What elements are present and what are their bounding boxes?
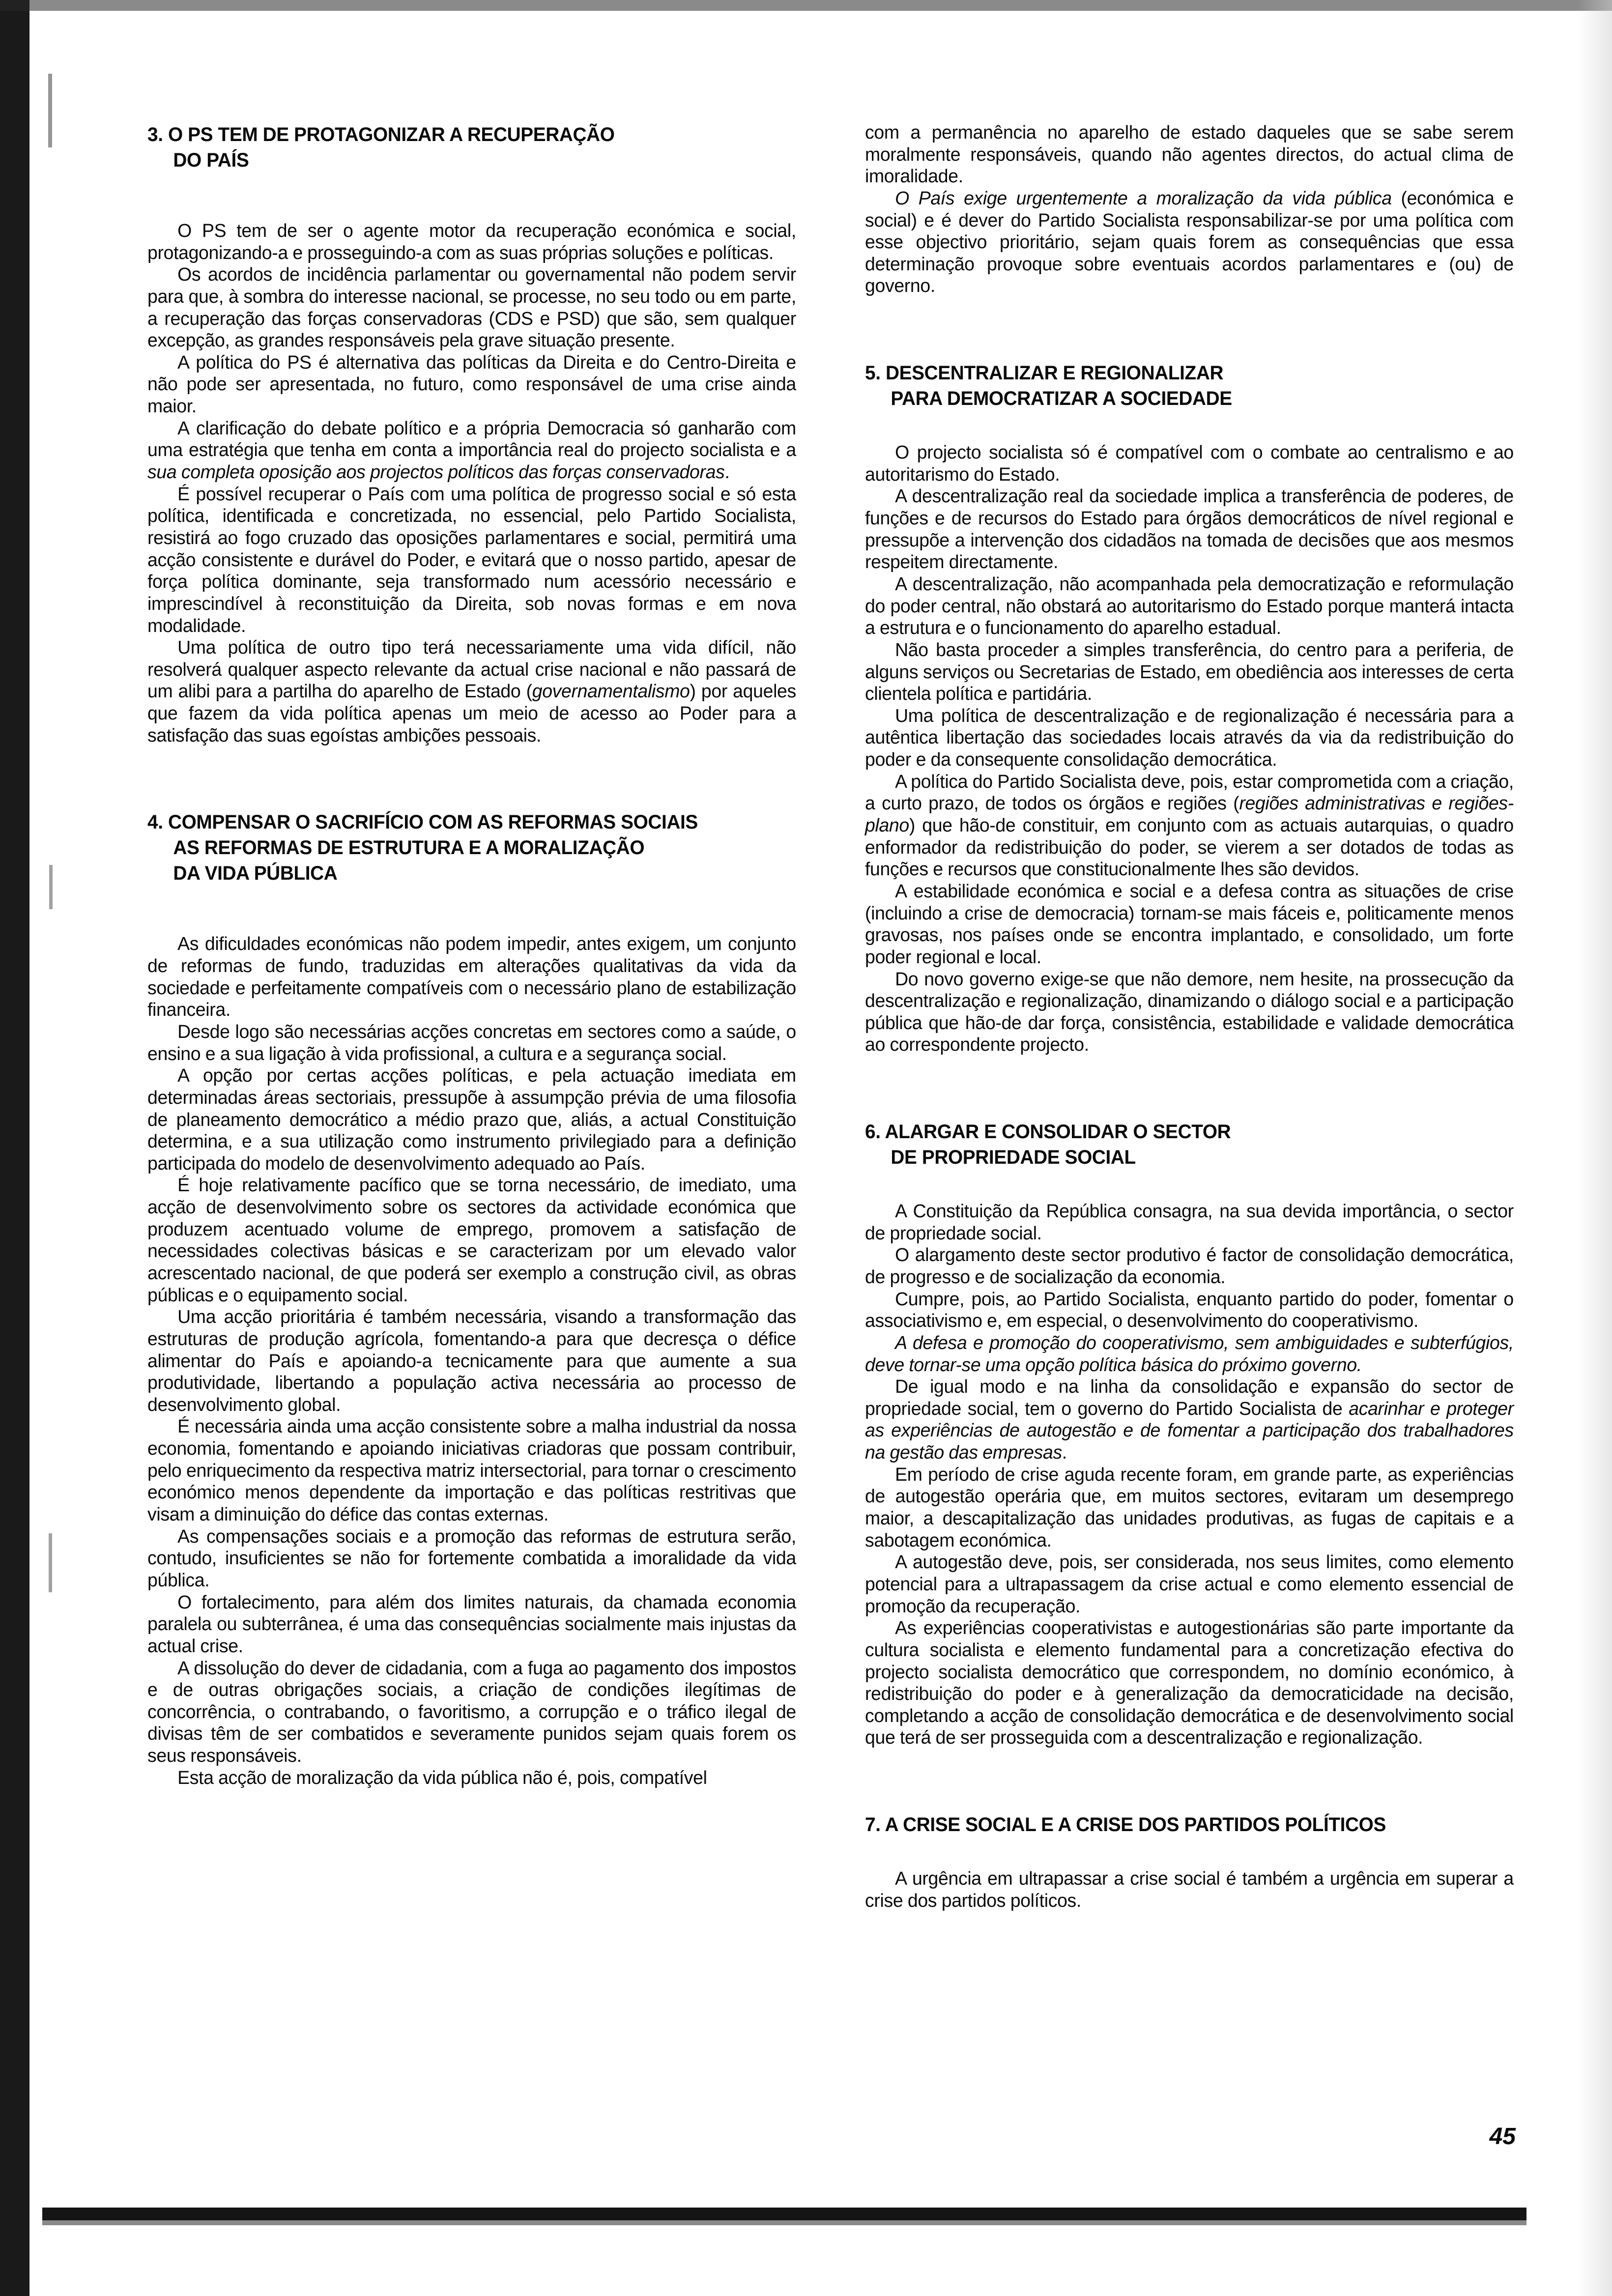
- paragraph-politica-ps: [865, 771, 1514, 881]
- section-3-heading: [147, 122, 786, 173]
- section-4-title-line2: AS REFORMAS DE ESTRUTURA E A MORALIZAÇÃO: [173, 837, 645, 859]
- section-3-title-line2: DO PAÍS: [173, 149, 249, 171]
- paragraph: É possível recuperar o País com uma política de progresso social e só esta política, identificada e concretizada, no essencial, pelo Partido Socialista, resistirá ao fogo cruzado das oposições parlamentares e social, permitirá uma acção consistente e durável do Poder, e evitará que o nosso partido, apesar de força política dominante, seja transformado num acessório necessário e imprescindível à reconstituição da Direita, sob novas formas e em nova modalidade.: [147, 484, 796, 636]
- text-lead: A clarificação do debate político e a própria Democracia só ganharão com uma estratégia que tenha em conta a importância real do projecto socialista e a: [147, 418, 796, 461]
- section-5-heading: [865, 360, 1504, 411]
- right-column: [865, 122, 1524, 1912]
- section-5-title-line2: PARA DEMOCRATIZAR A SOCIEDADE: [891, 388, 1232, 410]
- section-7-heading: [865, 1812, 1504, 1837]
- paragraph-last-left: Esta acção de moralização da vida pública não é, pois, compatível: [177, 1767, 707, 1788]
- text-lead: De igual modo e na linha da consolidação e expansão do sector de propriedade social, tem o governo do Partido Socialista de: [865, 1377, 1514, 1419]
- text-italic: A defesa e promoção do cooperativismo, sem ambiguidades e subterfúgios, deve tornar-se uma opção política básica do próximo governo.: [865, 1332, 1514, 1376]
- paragraph-de-igual-modo: [865, 1376, 1514, 1464]
- text-italic: governamentalismo: [532, 681, 690, 702]
- paragraph: O fortalecimento, para além dos limites naturais, da chamada economia paralela ou subterrânea, é uma das consequências socialmente mais injustas da actual crise.: [147, 1592, 796, 1657]
- scan-bottom-rule: [42, 2208, 1526, 2220]
- scan-left-edge-band: [0, 0, 29, 2296]
- page-number: 45: [1489, 2124, 1516, 2150]
- section-6-title-line2: DE PROPRIEDADE SOCIAL: [891, 1147, 1136, 1169]
- scan-bottom-rule-soft: [42, 2220, 1526, 2225]
- paragraph: A urgência em ultrapassar a crise social é também a urgência em superar a crise dos partidos políticos.: [865, 1868, 1514, 1911]
- text-lead: A política do Partido Socialista deve, pois, estar comprometida com a criação, a curto prazo, de todos os órgãos e regiões (: [865, 771, 1514, 814]
- paragraph: A Constituição da República consagra, na sua devida importância, o sector de propriedade social.: [865, 1201, 1514, 1244]
- text-lead: Uma política de outro tipo terá necessariamente uma vida difícil, não resolverá qualquer aspecto relevante da actual crise nacional e não passará de um alibi para a partilha do aparelho de Estado (: [147, 637, 796, 702]
- section-4-title-line1: 4. COMPENSAR O SACRIFÍCIO COM AS REFORMAS SOCIAIS: [147, 811, 698, 833]
- scan-artifact-mark: [49, 1533, 52, 1592]
- paragraph: É necessária ainda uma acção consistente sobre a malha industrial da nossa economia, fomentando e apoiando iniciativas criadoras que possam contribuir, pelo enriquecimento da respectiva matriz intersectorial, para tornar o crescimento económico menos dependente da importação e das políticas restritivas que visam a diminuição do défice das contas externas.: [147, 1416, 796, 1525]
- text-italic: sua completa oposição aos projectos políticos das forças conservadoras: [147, 462, 725, 483]
- text-italic: regiões administrativas e regiões-plano: [865, 793, 1514, 836]
- paragraph: Em período de crise aguda recente foram, em grande parte, as experiências de autogestão operária que, em muitos sectores, evitaram um desemprego maior, a descapitalização das unidades produtivas, as fugas de capitais e a sabotagem económica.: [865, 1464, 1514, 1551]
- paragraph: Uma acção prioritária é também necessária, visando a transformação das estruturas de produção agrícola, fomentando-a para que decresça o défice alimentar do País e apoiando-a tecnicamente para que aumente a sua produtividade, libertando a população activa necessária ao processo de desenvolvimento global.: [147, 1307, 796, 1415]
- two-column-body: [147, 122, 1524, 1912]
- paragraph: A descentralização, não acompanhada pela democratização e reformulação do poder central, não obstará ao autoritarismo do Estado porque manterá intacta a estrutura e o funcionamento do aparelho estadual.: [865, 574, 1514, 639]
- paragraph: A estabilidade económica e social e a defesa contra as situações de crise (incluindo a crise de democracia) tornam-se mais fáceis e, politicamente menos gravosas, nos países onde se encontra implantado, e consolidado, um forte poder regional e local.: [865, 881, 1514, 968]
- paragraph-clarificacao: [147, 418, 796, 484]
- text-tail: ) por aqueles que fazem da vida política apenas um meio de acesso ao Poder para a satisfação das suas egoístas ambições pessoais.: [147, 681, 796, 746]
- paragraph: Do novo governo exige-se que não demore, nem hesite, na prossecução da descentralização e regionalização, dinamizando o diálogo social e a participação pública que hão-de dar força, consistência, estabilidade e validade democrática ao correspondente projecto.: [865, 969, 1514, 1056]
- section-4-heading: [147, 809, 786, 886]
- scan-top-edge-band: [0, 0, 1612, 11]
- paragraph: A opção por certas acções políticas, e pela actuação imediata em determinadas áreas sectoriais, pressupõe à assumpção prévia de uma filosofia de planeamento democrático a médio prazo que, aliás, a actual Constituição determina, e a sua utilização como instrumento privilegiado para a definição participada do modelo de desenvolvimento adequado ao País.: [147, 1065, 796, 1174]
- section-5-title-line1: 5. DESCENTRALIZAR E REGIONALIZAR: [865, 362, 1224, 384]
- paragraph: A autogestão deve, pois, ser considerada, nos seus limites, como elemento potencial para a ultrapassagem da crise actual e como elemento essencial de promoção da recuperação.: [865, 1552, 1514, 1617]
- paragraph: Uma política de descentralização e de regionalização é necessária para a autêntica libertação das sociedades locais através da via da redistribuição do poder e da consequente consolidação democrática.: [865, 705, 1514, 771]
- paragraph: É hoje relativamente pacífico que se torna necessário, de imediato, uma acção de desenvolvimento sobre os sectores da actividade económica que produzem acentuado volume de emprego, promovem a satisfação de necessidades colectivas básicas e se caracterizam por um elevado valor acrescentado nacional, de que poderá ser exemplo a construção civil, as obras públicas e o equipamento social.: [147, 1175, 796, 1306]
- paragraph: Cumpre, pois, ao Partido Socialista, enquanto partido do poder, fomentar o associativismo e, em especial, o desenvolvimento do cooperativismo.: [865, 1289, 1514, 1332]
- paragraph-continuation: com a permanência no aparelho de estado daqueles que se sabe serem moralmente responsáveis, quando não agentes directos, do actual clima de imoralidade.: [865, 122, 1514, 187]
- paragraph: A política do PS é alternativa das políticas da Direita e do Centro-Direita e não pode ser apresentada, no futuro, como responsável de uma crise ainda maior.: [147, 352, 796, 417]
- paragraph: A descentralização real da sociedade implica a transferência de poderes, de funções e de recursos do Estado para órgãos democráticos de nível regional e pressupõe a intervenção dos cidadãos na tomada de decisões que aos mesmos respeitem directamente.: [865, 486, 1514, 573]
- scan-left-inner-band: [29, 0, 42, 2241]
- scan-right-fade: [1578, 0, 1612, 2296]
- paragraph: As experiências cooperativistas e autogestionárias são parte importante da cultura socialista e elemento fundamental para a concretização efectiva do projecto socialista democrático que correspondem, no domínio económico, à redistribuição do poder e à generalização da democraticidade na decisão, completando a acção de consolidação democrática e de desenvolvimento social que terá de ser prosseguida com a descentralização e regionalização.: [865, 1618, 1514, 1749]
- section-6-title-line1: 6. ALARGAR E CONSOLIDAR O SECTOR: [865, 1121, 1231, 1143]
- scan-artifact-mark: [49, 865, 53, 909]
- paragraph: Não basta proceder a simples transferência, do centro para a periferia, de alguns serviços ou Secretarias de Estado, em obediência aos interesses de certa clientela política e partidária.: [865, 639, 1514, 705]
- paragraph-uma-politica: [147, 637, 796, 746]
- paragraph: Desde logo são necessárias acções concretas em sectores como a saúde, o ensino e a sua ligação à vida profissional, a cultura e a segurança social.: [147, 1021, 796, 1064]
- paragraph: O projecto socialista só é compatível com o combate ao centralismo e ao autoritarismo do Estado.: [865, 442, 1514, 485]
- paragraph-pais-exige: [865, 188, 1514, 297]
- left-column: [147, 122, 806, 1912]
- paragraph-defesa-cooperativismo: [865, 1332, 1514, 1376]
- text-italic: acarinhar e proteger as experiências de autogestão e de fomentar a participação dos trabalhadores na gestão das empresas: [865, 1398, 1514, 1464]
- paragraph: O alargamento deste sector produtivo é factor de consolidação democrática, de progresso e de socialização da economia.: [865, 1245, 1514, 1288]
- paragraph: As compensações sociais e a promoção das reformas de estrutura serão, contudo, insuficientes se não for fortemente combatida a imoralidade da vida pública.: [147, 1526, 796, 1591]
- text-italic: O País exige urgentemente a moralização da vida pública: [895, 188, 1392, 209]
- paragraph: Os acordos de incidência parlamentar ou governamental não podem servir para que, à sombra do interesse nacional, se processe, no seu todo ou em parte, a recuperação das forças conservadoras (CDS e PSD) que são, sem qualquer excepção, as grandes responsáveis pela grave situação presente.: [147, 264, 796, 351]
- text-tail: (económica e social) e é dever do Partido Socialista responsabilizar-se por uma política com esse objectivo prioritário, sejam quais forem as consequências que essa determinação provoque sobre eventuais acordos parlamentares e (ou) de governo.: [865, 188, 1514, 297]
- section-6-heading: [865, 1119, 1504, 1170]
- paragraph: O PS tem de ser o agente motor da recuperação económica e social, protagonizando-a e prosseguindo-a com as suas próprias soluções e políticas.: [147, 221, 796, 263]
- paragraph: A dissolução do dever de cidadania, com a fuga ao pagamento dos impostos e de outras obrigações sociais, a criação de condições ilegítimas de concorrência, o contrabando, o favoritismo, a corrupção e o tráfico ilegal de divisas têm de ser combatidos e severamente punidos sejam quais forem os seus responsáveis.: [147, 1658, 796, 1767]
- text-tail: .: [724, 462, 730, 483]
- text-tail: .: [1062, 1442, 1067, 1464]
- paragraph: As dificuldades económicas não podem impedir, antes exigem, um conjunto de reformas de fundo, traduzidas em alterações qualitativas da vida da sociedade e perfeitamente compatíveis com o necessário plano de estabilização financeira.: [147, 934, 796, 1021]
- text-tail: ) que hão-de constituir, em conjunto com as actuais autarquias, o quadro enformador da redistribuição do poder, se vierem a ser dotados de todas as funções e recursos que constitucionalmente lhes são devidos.: [865, 815, 1514, 880]
- section-7-title-line1: 7. A CRISE SOCIAL E A CRISE DOS PARTIDOS POLÍTICOS: [865, 1814, 1386, 1836]
- section-4-title-line3: DA VIDA PÚBLICA: [173, 862, 338, 885]
- section-3-title-line1: 3. O PS TEM DE PROTAGONIZAR A RECUPERAÇÃO: [147, 124, 615, 145]
- scan-artifact-mark: [48, 74, 52, 147]
